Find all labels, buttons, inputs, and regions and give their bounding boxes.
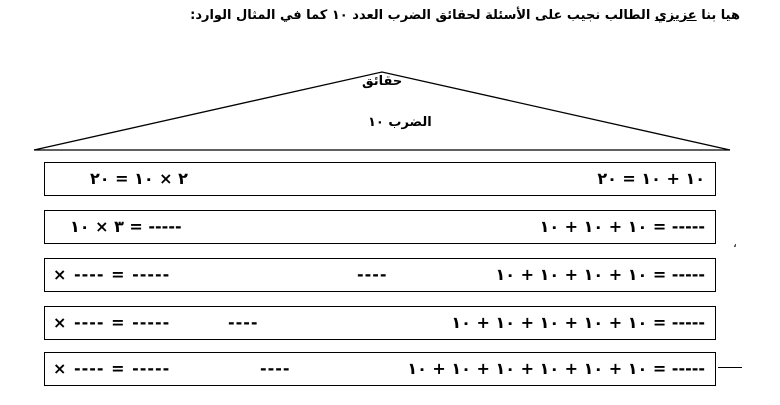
- fact-row-3: [44, 258, 716, 292]
- roof-title-line2: الضرب ١٠: [368, 115, 432, 130]
- side-mark: ،: [733, 236, 737, 250]
- addition-expression: ١٠ + ١٠ + ١٠ + ١٠ + ١٠ + ١٠ = -----: [407, 359, 705, 378]
- instruction-suffix: الطالب نجيب على الأسئلة لحقائق الضرب العدد ١٠ كما في المثال الوارد:: [190, 8, 655, 23]
- addition-blank: ----: [228, 313, 259, 332]
- multiplication-expression: × ---- = -----: [53, 265, 171, 284]
- multiplication-expression: ٢ × ١٠ = ٢٠: [90, 169, 188, 188]
- addition-expression: ١٠ + ١٠ + ١٠ + ١٠ = -----: [495, 265, 705, 284]
- fact-row-4: [44, 306, 716, 340]
- addition-expression: ١٠ + ١٠ + ١٠ = -----: [539, 217, 705, 236]
- fact-row-2: [44, 210, 716, 244]
- roof-title-line1: حقائق: [362, 74, 403, 89]
- multiplication-expression: × ---- = -----: [53, 313, 171, 332]
- side-tick-line: [718, 367, 742, 368]
- addition-blank: ----: [260, 359, 291, 378]
- addition-expression: ١٠ + ١٠ + ١٠ + ١٠ + ١٠ = -----: [451, 313, 705, 332]
- addition-expression: ١٠ + ١٠ = ٢٠: [597, 169, 705, 188]
- fact-row-5: [44, 352, 716, 386]
- instruction-underlined-word: عزيزي: [654, 8, 697, 23]
- multiplication-expression: ٣ × ١٠ = -----: [70, 217, 182, 236]
- multiplication-expression: × ---- = -----: [53, 359, 171, 378]
- instruction-prefix: هيا بنا: [696, 8, 740, 23]
- fact-row-1: [44, 162, 716, 196]
- addition-blank: ----: [357, 265, 388, 284]
